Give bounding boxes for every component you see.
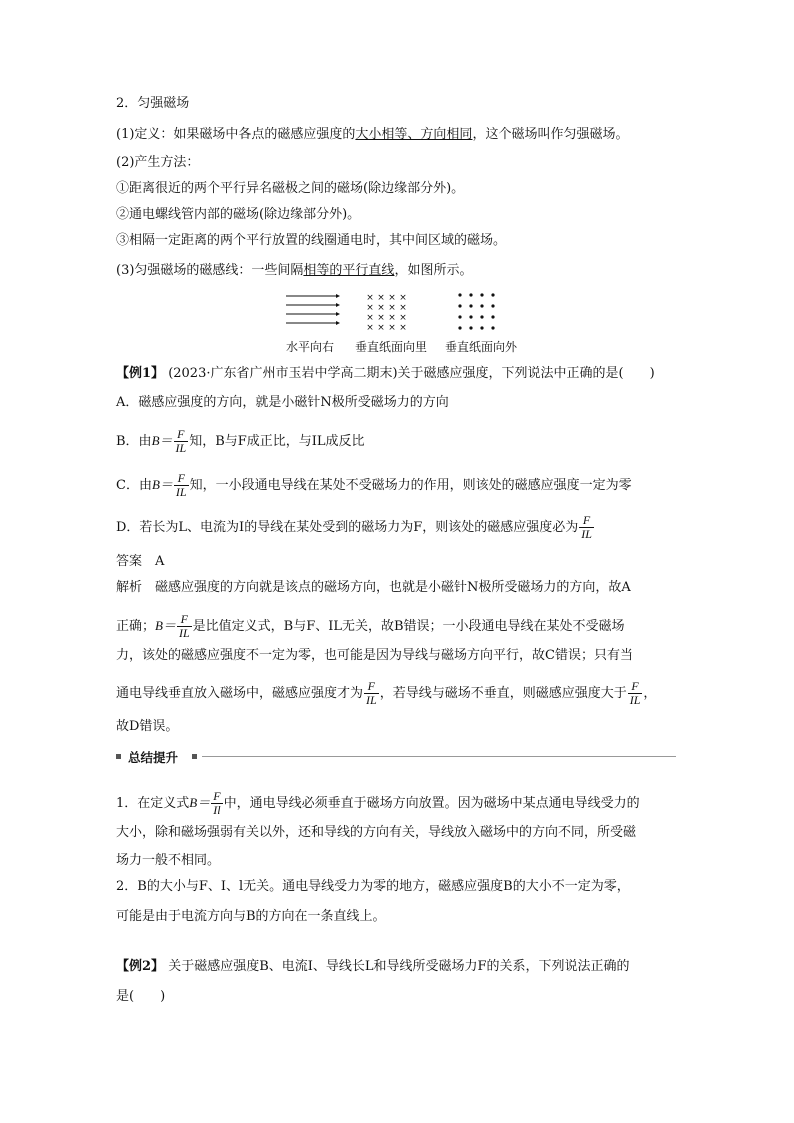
field-diagrams-svg xyxy=(280,290,520,338)
summary-p1-line-1 xyxy=(116,790,640,817)
example1-answer xyxy=(116,553,164,571)
fraction-numerator: F xyxy=(174,428,189,442)
option-c-fraction xyxy=(174,472,189,499)
option-b-suffix: 知，B与F成正比，与IL成反比 xyxy=(189,434,365,449)
svg-text:×: × xyxy=(377,323,385,333)
definition-suffix: ，这个磁场叫作匀强磁场。 xyxy=(472,127,629,142)
analysis-fraction-3 xyxy=(628,680,643,707)
analysis-fraction xyxy=(177,613,192,640)
analysis-line-3: 力，该处的磁感应强度不一定为零，也可能是因为导线与磁场方向平行，故C错误；只有当 xyxy=(116,648,633,663)
summary-marker-left xyxy=(116,754,121,759)
example1-stem-line xyxy=(116,365,655,383)
svg-text:×: × xyxy=(377,293,385,303)
option-b-formula-lhs: B＝ xyxy=(151,433,173,448)
fraction-numerator: F xyxy=(213,789,221,803)
analysis-2-prefix: 正确； xyxy=(116,619,156,634)
summary-title: 总结提升 xyxy=(128,750,179,765)
example1-option-a: A．磁感应强度的方向，就是小磁针N极所受磁场力的方向 xyxy=(116,395,449,410)
option-d-fraction xyxy=(579,514,594,541)
svg-text:×: × xyxy=(366,293,374,303)
analysis-line-4 xyxy=(116,680,656,707)
fraction-numerator: F xyxy=(628,680,643,694)
method-title: (2)产生方法： xyxy=(116,155,200,170)
fraction-denominator: Il xyxy=(213,803,221,817)
method-item-2: ②通电螺线管内部的磁场(除边缘部分外)。 xyxy=(116,207,361,222)
svg-text:×: × xyxy=(388,313,396,323)
example2-stem-line-1 xyxy=(116,958,630,976)
into-page-crosses xyxy=(366,293,407,333)
definition-prefix: (1)定义：如果磁场中各点的磁感应强度的 xyxy=(116,127,356,142)
summary-p2-line-1: 2．B的大小与F、I、l无关。通电导线受力为零的地方，磁感应强度B的大小不一定为零， xyxy=(116,879,630,894)
analysis-text-1: 磁感应强度的方向就是该点的磁场方向，也就是小磁针N极所受磁场力的方向，故A xyxy=(155,580,631,595)
svg-text:×: × xyxy=(399,303,407,313)
analysis-2-suffix: 是比值定义式，B与F、IL无关，故B错误；一小段通电导线在某处不受磁场 xyxy=(192,619,625,634)
example1-stem: (2023·广东省广州市玉岩中学高二期末)关于磁感应强度，下列说法中正确的是( ) xyxy=(168,366,655,381)
svg-text:×: × xyxy=(377,313,385,323)
summary-marker-right xyxy=(192,754,197,759)
svg-text:×: × xyxy=(399,313,407,323)
definition-underline: 大小相等、方向相同 xyxy=(355,127,473,142)
analysis-fraction-2 xyxy=(364,680,379,707)
caption-into-page: 垂直纸面向里 xyxy=(355,340,428,354)
fraction-denominator: IL xyxy=(175,485,187,499)
field-lines-description xyxy=(116,262,472,280)
analysis-4-prefix: 通电导线垂直放入磁场中，磁感应强度才为 xyxy=(116,686,364,701)
svg-text:×: × xyxy=(388,323,396,333)
example2-stem: 关于磁感应强度B、电流I、导线长L和导线所受磁场力F的关系，下列说法正确的 xyxy=(168,959,630,974)
answer-label: 答案 xyxy=(116,554,143,569)
summary-fraction xyxy=(211,790,222,817)
fraction-denominator: IL xyxy=(175,441,187,455)
svg-text:×: × xyxy=(388,303,396,313)
method-item-1: ①距离很近的两个平行异名磁极之间的磁场(除边缘部分外)。 xyxy=(116,181,465,196)
svg-text:×: × xyxy=(366,303,374,313)
summary-p1-line-2: 大小，除和磁场强弱有关以外，还和导线的方向有关，导线放入磁场中的方向不同，所受磁 xyxy=(116,825,637,840)
svg-text:×: × xyxy=(399,293,407,303)
example1-option-b xyxy=(116,428,365,455)
fraction-numerator: F xyxy=(364,680,379,694)
summary-header xyxy=(116,748,676,766)
field-lines-prefix: (3)匀强磁场的磁感线：一些间隔 xyxy=(116,263,304,278)
svg-text:×: × xyxy=(366,323,374,333)
field-lines-suffix: ，如图所示。 xyxy=(394,263,473,278)
fraction-denominator: IL xyxy=(366,693,377,707)
svg-text:×: × xyxy=(377,303,385,313)
analysis-formula-lhs: B＝ xyxy=(155,618,176,633)
summary-p1-prefix: 1．在定义式 xyxy=(116,796,190,811)
definition-line xyxy=(116,126,628,144)
field-lines-underline: 相等的平行直线 xyxy=(303,263,395,278)
fraction-numerator: F xyxy=(579,514,594,528)
analysis-line-1 xyxy=(116,579,631,597)
fraction-denominator: IL xyxy=(178,626,190,640)
option-c-suffix: 知，一小段通电导线在某处不受磁场力的作用，则该处的磁感应强度一定为零 xyxy=(189,478,632,493)
summary-p1-suffix: 中，通电导线必须垂直于磁场方向放置。因为磁场中某点通电导线受力的 xyxy=(223,796,640,811)
option-c-prefix: C．由 xyxy=(116,478,152,493)
summary-p1-line-3: 场力一般不相同。 xyxy=(116,853,221,868)
option-d-text: D．若长为L、电流为I的导线在某处受到的磁场力为F，则该处的磁感应强度必为 xyxy=(116,520,579,535)
fraction-denominator: IL xyxy=(629,693,641,707)
svg-text:×: × xyxy=(388,293,396,303)
fraction-numerator: F xyxy=(174,472,189,486)
summary-p2-line-2: 可能是由于电流方向与B的方向在一条直线上。 xyxy=(116,909,386,924)
analysis-4-mid: ，若导线与磁场不垂直，则磁感应强度大于 xyxy=(379,686,627,701)
svg-text:×: × xyxy=(366,313,374,323)
option-b-prefix: B．由 xyxy=(116,434,152,449)
option-b-fraction xyxy=(174,428,189,455)
section-heading: 2．匀强磁场 xyxy=(116,96,190,111)
analysis-4-suffix: ， xyxy=(643,686,657,701)
svg-text:×: × xyxy=(399,323,407,333)
analysis-line-2 xyxy=(116,613,625,640)
example2-tag: 【例2】 xyxy=(116,959,165,974)
uniform-field-figure xyxy=(280,290,520,358)
option-c-formula-lhs: B＝ xyxy=(151,477,173,492)
answer-value: A xyxy=(155,554,165,569)
analysis-line-5: 故D错误。 xyxy=(116,719,179,734)
rightward-field-lines xyxy=(286,294,340,325)
summary-formula-lhs: B＝ xyxy=(189,795,211,810)
fraction-numerator: F xyxy=(177,613,192,627)
fraction-denominator: IL xyxy=(581,527,592,541)
out-of-page-dots xyxy=(458,293,494,329)
caption-rightward: 水平向右 xyxy=(286,340,335,354)
method-item-3: ③相隔一定距离的两个平行放置的线圈通电时，其中间区域的磁场。 xyxy=(116,233,507,248)
analysis-label: 解析 xyxy=(116,580,143,595)
summary-rule xyxy=(202,756,676,757)
example2-stem-line-2: 是( ) xyxy=(116,989,166,1004)
example1-option-d xyxy=(116,514,595,541)
caption-out-of-page: 垂直纸面向外 xyxy=(445,340,518,354)
example1-option-c xyxy=(116,472,632,499)
example1-tag: 【例1】 xyxy=(116,366,165,381)
